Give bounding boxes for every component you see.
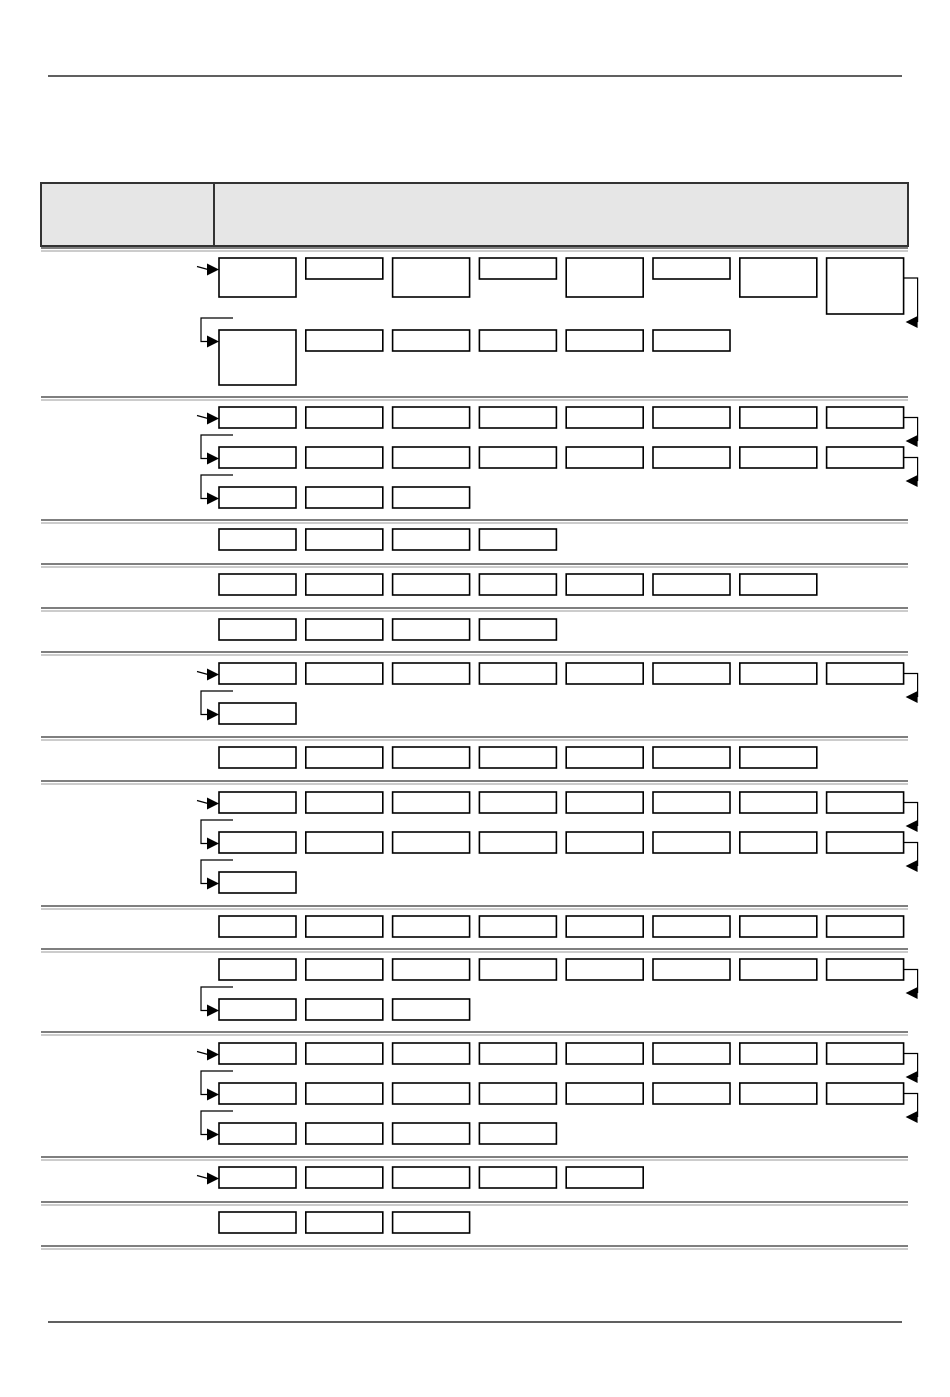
flow-box — [653, 663, 730, 684]
arrow-left-icon — [906, 475, 918, 487]
flow-box — [306, 1212, 383, 1233]
flow-box — [566, 959, 643, 980]
flow-box — [479, 529, 556, 550]
section-5 — [219, 619, 556, 640]
flow-box — [479, 792, 556, 813]
flow-box — [306, 487, 383, 508]
section-13 — [219, 1212, 470, 1233]
flow-box — [219, 447, 296, 468]
flow-box — [479, 330, 556, 351]
flow-box — [393, 663, 470, 684]
entry-line — [197, 267, 208, 270]
section-1 — [197, 258, 918, 385]
flow-box — [653, 792, 730, 813]
flow-box — [566, 832, 643, 853]
arrow-right-icon — [207, 709, 219, 721]
flow-box — [219, 663, 296, 684]
section-2 — [197, 407, 918, 508]
flow-box — [479, 959, 556, 980]
flow-box — [566, 1083, 643, 1104]
section-11 — [197, 1043, 918, 1144]
flow-box — [219, 1212, 296, 1233]
entry-line — [197, 1052, 208, 1055]
arrow-right-icon — [207, 1129, 219, 1141]
flow-box — [393, 1212, 470, 1233]
flow-box — [653, 916, 730, 937]
flow-box — [479, 832, 556, 853]
arrow-right-icon — [207, 413, 219, 425]
arrow-left-icon — [906, 316, 918, 328]
flow-box — [219, 872, 296, 893]
flow-box — [393, 330, 470, 351]
flow-box — [827, 447, 904, 468]
diagram-sections — [41, 248, 918, 1249]
section-6 — [197, 663, 918, 724]
entry-line — [197, 672, 208, 675]
flow-box — [827, 663, 904, 684]
flow-box — [306, 330, 383, 351]
flow-box — [306, 1043, 383, 1064]
flow-box — [306, 407, 383, 428]
flow-box — [393, 1043, 470, 1064]
flow-box — [653, 407, 730, 428]
flow-box — [393, 792, 470, 813]
arrow-right-icon — [207, 493, 219, 505]
flow-box — [479, 663, 556, 684]
section-4 — [219, 574, 817, 595]
flow-box — [653, 330, 730, 351]
flow-box — [479, 574, 556, 595]
table-header — [41, 183, 908, 246]
flow-box — [393, 407, 470, 428]
arrow-right-icon — [207, 1089, 219, 1101]
flow-box — [653, 959, 730, 980]
flow-box — [740, 1083, 817, 1104]
flow-box — [393, 619, 470, 640]
flow-box — [219, 487, 296, 508]
flow-box — [219, 792, 296, 813]
section-10 — [201, 959, 918, 1020]
flow-box — [479, 1043, 556, 1064]
flow-box — [566, 663, 643, 684]
flow-box — [393, 1123, 470, 1144]
flow-box — [653, 1083, 730, 1104]
entry-line — [197, 801, 208, 804]
flow-box — [827, 1043, 904, 1064]
section-3 — [219, 529, 556, 550]
section-8 — [197, 792, 918, 893]
flow-box — [566, 747, 643, 768]
arrow-left-icon — [906, 1111, 918, 1123]
flow-box — [566, 1043, 643, 1064]
flow-box — [740, 1043, 817, 1064]
flow-box — [740, 792, 817, 813]
flow-box — [827, 792, 904, 813]
flow-box — [393, 447, 470, 468]
flow-box — [479, 619, 556, 640]
flow-box — [566, 258, 643, 297]
flow-box — [393, 1083, 470, 1104]
flow-box — [393, 999, 470, 1020]
flow-box — [827, 959, 904, 980]
flow-box — [393, 747, 470, 768]
flow-box — [479, 747, 556, 768]
flow-box — [653, 574, 730, 595]
arrow-left-icon — [906, 987, 918, 999]
flow-box — [740, 959, 817, 980]
flow-box — [827, 916, 904, 937]
section-7 — [219, 747, 817, 768]
flow-box — [219, 1167, 296, 1188]
flow-box — [306, 619, 383, 640]
flow-box — [393, 832, 470, 853]
flow-box — [566, 574, 643, 595]
flow-box — [653, 747, 730, 768]
flow-box — [827, 258, 904, 314]
flow-box — [479, 407, 556, 428]
arrow-right-icon — [207, 1005, 219, 1017]
flow-box — [219, 407, 296, 428]
entry-line — [197, 416, 208, 419]
flow-box — [479, 258, 556, 279]
flow-box — [479, 1083, 556, 1104]
flow-box — [479, 1123, 556, 1144]
flow-box — [566, 792, 643, 813]
flow-box — [219, 574, 296, 595]
flow-box — [306, 999, 383, 1020]
flow-box — [740, 832, 817, 853]
arrow-left-icon — [906, 691, 918, 703]
flow-box — [306, 1123, 383, 1144]
flow-box — [393, 487, 470, 508]
arrow-right-icon — [207, 669, 219, 681]
flow-box — [566, 330, 643, 351]
flow-box — [306, 916, 383, 937]
flow-box — [740, 574, 817, 595]
flow-box — [393, 959, 470, 980]
flow-box — [653, 258, 730, 279]
flow-box — [219, 916, 296, 937]
table-header-background — [41, 183, 908, 246]
flow-box — [219, 747, 296, 768]
flow-box — [827, 832, 904, 853]
flow-box — [393, 574, 470, 595]
arrow-right-icon — [207, 453, 219, 465]
flow-box — [740, 663, 817, 684]
flow-box — [306, 792, 383, 813]
arrow-right-icon — [207, 264, 219, 276]
flow-box — [740, 447, 817, 468]
flow-box — [393, 1167, 470, 1188]
flow-box — [479, 916, 556, 937]
entry-line — [197, 1176, 208, 1179]
flow-box — [306, 1083, 383, 1104]
arrow-right-icon — [207, 798, 219, 810]
flow-box — [306, 747, 383, 768]
flow-box — [219, 258, 296, 297]
flow-box — [393, 258, 470, 297]
wrap-line — [904, 278, 918, 322]
flow-box — [740, 407, 817, 428]
arrow-right-icon — [207, 878, 219, 890]
section-9 — [219, 916, 904, 937]
flow-box — [219, 619, 296, 640]
flow-box — [219, 999, 296, 1020]
flow-box — [566, 407, 643, 428]
flow-box — [306, 529, 383, 550]
flow-box — [219, 1123, 296, 1144]
flow-box — [306, 447, 383, 468]
arrow-left-icon — [906, 820, 918, 832]
flow-box — [306, 1167, 383, 1188]
flow-box — [219, 703, 296, 724]
flow-box — [740, 258, 817, 297]
flow-box — [219, 959, 296, 980]
flow-box — [219, 1083, 296, 1104]
flow-box — [479, 447, 556, 468]
flow-box — [219, 1043, 296, 1064]
flow-box — [306, 832, 383, 853]
flow-box — [827, 407, 904, 428]
arrow-right-icon — [207, 336, 219, 348]
flow-box — [827, 1083, 904, 1104]
flow-box — [653, 1043, 730, 1064]
flow-box — [566, 1167, 643, 1188]
arrow-right-icon — [207, 1173, 219, 1185]
flow-box — [393, 916, 470, 937]
flow-box — [306, 574, 383, 595]
flow-box — [566, 916, 643, 937]
flow-box — [306, 959, 383, 980]
flow-box — [306, 258, 383, 279]
arrow-left-icon — [906, 1071, 918, 1083]
section-12 — [197, 1167, 643, 1188]
arrow-left-icon — [906, 860, 918, 872]
flow-box — [219, 330, 296, 385]
flow-box — [393, 529, 470, 550]
arrow-right-icon — [207, 1049, 219, 1061]
flow-box — [740, 747, 817, 768]
flow-box — [653, 832, 730, 853]
flow-box — [740, 916, 817, 937]
arrow-right-icon — [207, 838, 219, 850]
flow-box — [219, 832, 296, 853]
arrow-left-icon — [906, 435, 918, 447]
flow-box — [219, 529, 296, 550]
flow-box — [566, 447, 643, 468]
flow-box — [653, 447, 730, 468]
flow-box — [306, 663, 383, 684]
flow-box — [479, 1167, 556, 1188]
